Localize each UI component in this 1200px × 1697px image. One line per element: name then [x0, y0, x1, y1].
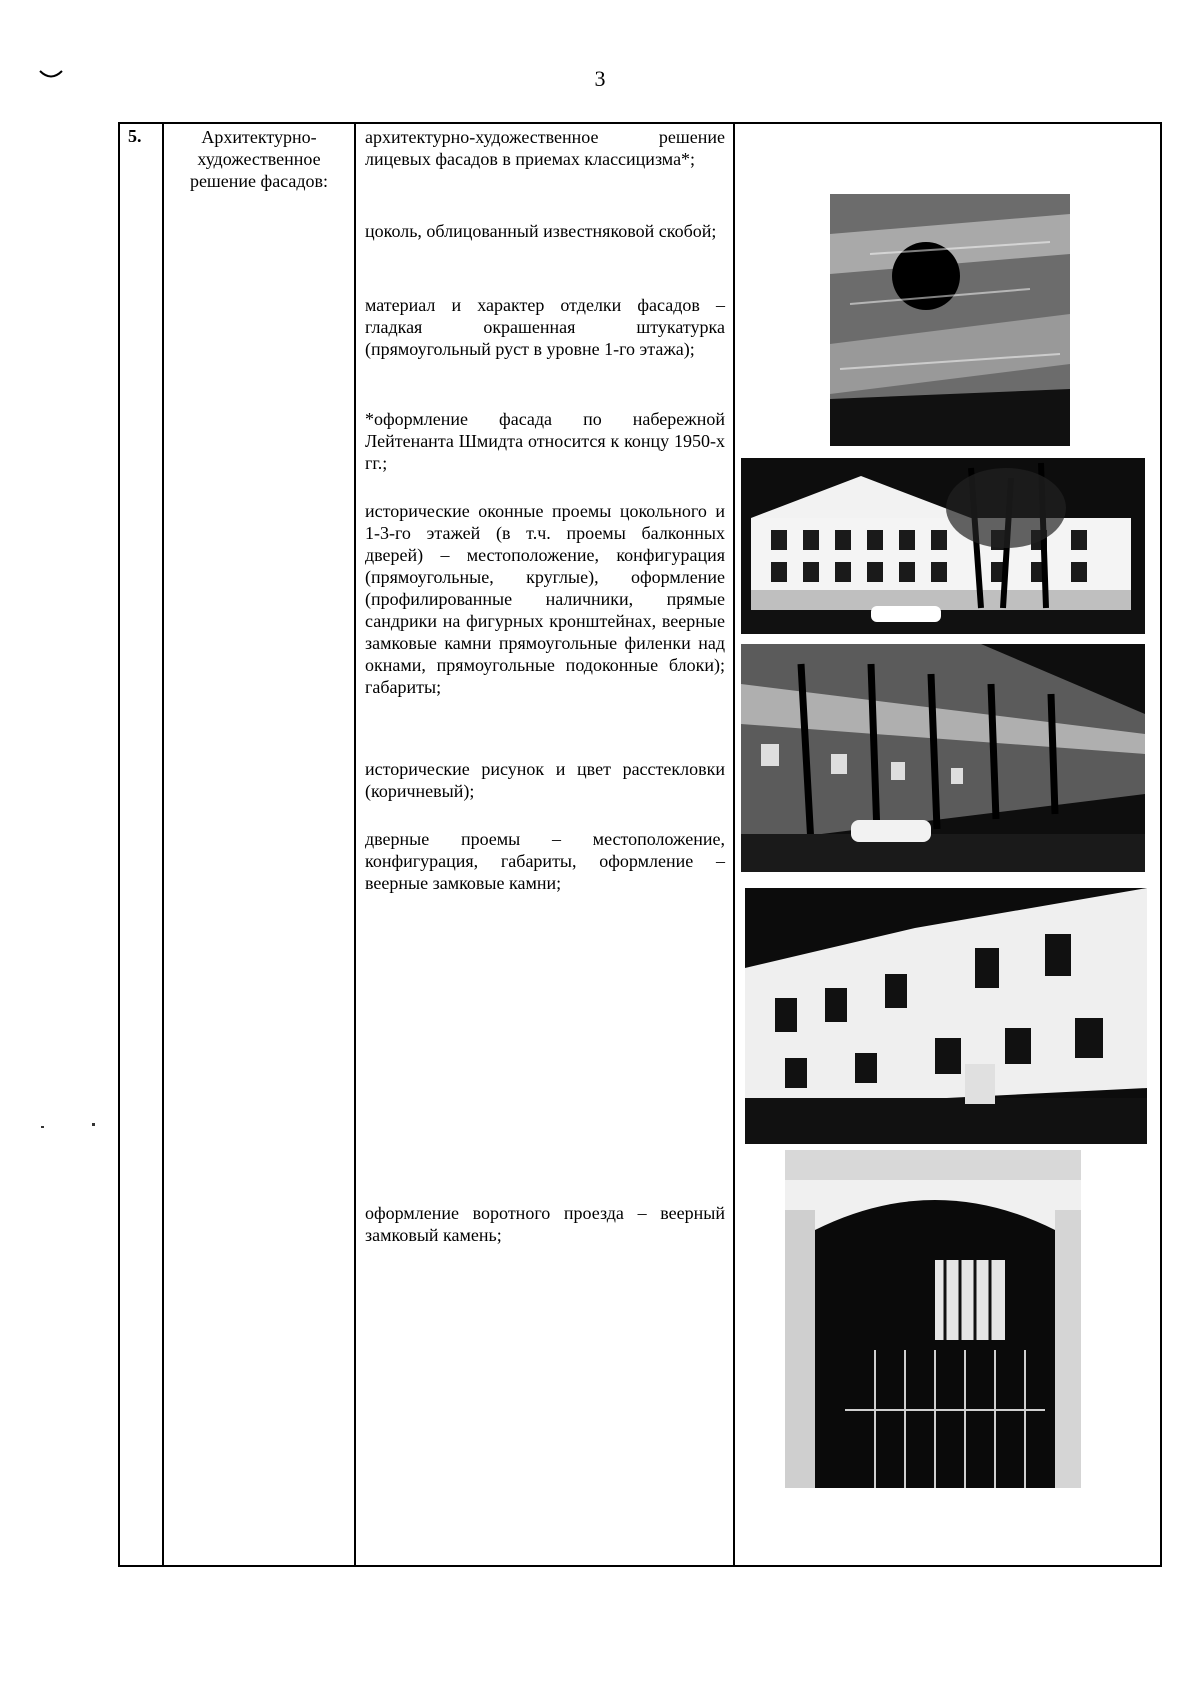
description-item: исторические оконные проемы цокольного и 1-3-го этажей (в т.ч. проемы балконных дверей) – местоположение, конфигурация (прямоугольные, круглые), оформление (профилированные наличники, прямые сандрики на фигурных кронштейнах, веерные замковые камни прямоугольные филенки над окнами, прямоугольные подоконные блоки); габариты;	[365, 501, 725, 697]
protected-features-table	[118, 122, 1162, 1567]
column-divider	[162, 124, 164, 1565]
description-item: исторические рисунок и цвет расстекловки (коричневый);	[365, 759, 725, 801]
row-number: 5.	[128, 126, 142, 146]
facade-courtyard-photo	[745, 888, 1147, 1144]
description-item: материал и характер отделки фасадов – гладкая окрашенная штукатурка (прямоугольный руст в уровне 1-го этажа);	[365, 295, 725, 359]
page-number: 3	[594, 66, 606, 91]
facade-embankment-photo	[741, 458, 1145, 634]
scan-artifact-dot	[41, 1126, 44, 1128]
row-parameter: Архитектурно-художественное решение фасадов:	[189, 127, 329, 191]
description-item: архитектурно-художественное решение лицевых фасадов в приемах классицизма*;	[365, 127, 725, 169]
description-item: дверные проемы – местоположение, конфигурация, габариты, оформление – веерные замковые камни;	[365, 829, 725, 893]
description-item: *оформление фасада по набережной Лейтенанта Шмидта относится к концу 1950-х гг.;	[365, 409, 725, 473]
description-item: цоколь, облицованный известняковой скобой;	[365, 221, 717, 241]
facade-street-photo	[741, 644, 1145, 872]
scan-artifact-dot	[92, 1123, 95, 1126]
round-window-photo	[830, 194, 1070, 446]
description-item: оформление воротного проезда – веерный замковый камень;	[365, 1203, 725, 1245]
column-divider	[354, 124, 356, 1565]
gate-passage-photo	[785, 1150, 1081, 1488]
column-divider	[733, 124, 735, 1565]
